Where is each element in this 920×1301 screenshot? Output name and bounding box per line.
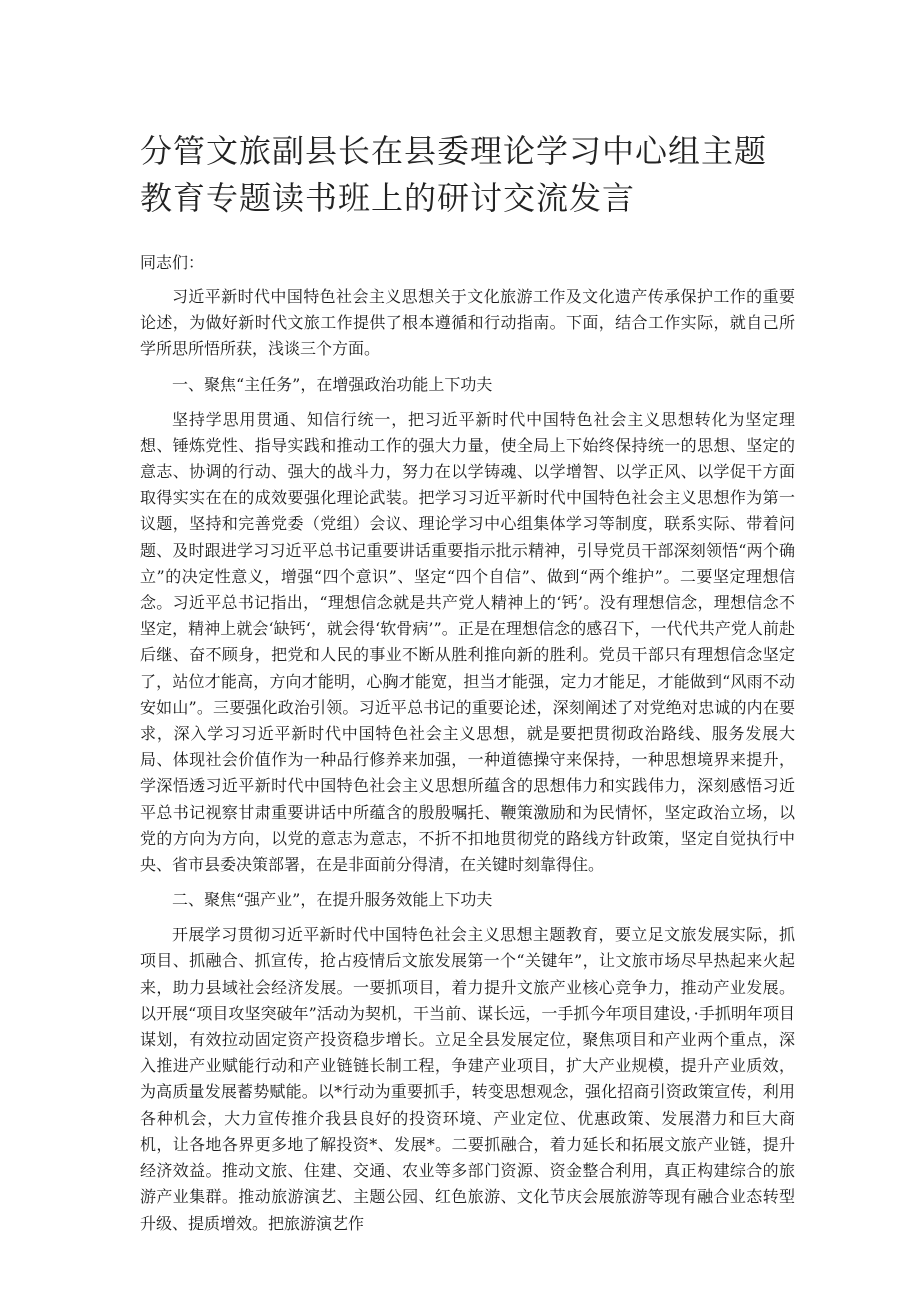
intro-paragraph: 习近平新时代中国特色社会主义思想关于文化旅游工作及文化遗产传承保护工作的重要论述，为做好新时代文旅工作提供了根本遵循和行动指南。下面，结合工作实际，就自己所学所思所悟所获，浅谈三个方面。 <box>140 287 795 359</box>
section-1-paragraph: 坚持学思用贯通、知信行统一，把习近平新时代中国特色社会主义思想转化为坚定理想、锤炼党性、指导实践和推动工作的强大力量，使全局上下始终保持统一的思想、坚定的意志、协调的行动、强大的战斗力，努力在以学铸魂、以学增智、以学正风、以学促干方面取得实实在在的成效要强化理论武装。把学习习近平新时代中国特色社会主义思想作为第一议题，坚持和完善党委（党组）会议、理论学习中心组集体学习等制度，联系实际、带着问题、及时跟进学习习近平总书记重要讲话重要指示批示精神，引导党员干部深刻领悟“两个确立”的决定性意义，增强“四个意识”、坚定“四个自信”、做到“两个维护”。二要坚定理想信念。习近平总书记指出，“理想信念就是共产党人精神上的‘钙’。没有理想信念，理想信念不坚定，精神上就会‘缺钙‘，就会得‘软骨病’”。正是在理想信念的感召下，一代代共产党人前赴后继、奋不顾身，把党和人民的事业不断从胜利推向新的胜利。党员干部只有理想信念坚定了，站位才能高，方向才能明，心胸才能宽，担当才能强，定力才能足，才能做到“风雨不动安如山”。三要强化政治引领。习近平总书记的重要论述，深刻阐述了对党绝对忠诚的内在要求，深入学习习近平新时代中国特色社会主义思想，就是要把贯彻政治路线、服务发展大局、体现社会价值作为一种品行修养来加强，一种道德操守来保持，一种思想境界来提升，学深悟透习近平新时代中国特色社会主义思想所蕴含的思想伟力和实践伟力，深刻感悟习近平总书记视察甘肃重要讲话中所蕴含的殷殷嘱托、鞭策激励和为民情怀，坚定政治立场，以党的方向为方向，以党的意志为意志，不折不扣地贯彻党的路线方针政策，坚定自觉执行中央、省市县委决策部署，在是非面前分得清，在关键时刻靠得住。 <box>140 409 795 875</box>
document-page <box>140 128 795 1246</box>
section-1-heading: 一、聚焦“主任务”，在增强政治功能上下功夫 <box>172 374 493 394</box>
document-title: 分管文旅副县长在县委理论学习中心组主题教育专题读书班上的研讨交流发言 <box>140 132 768 217</box>
greeting: 同志们： <box>140 253 205 272</box>
section-2-heading: 二、聚焦“强产业”，在提升服务效能上下功夫 <box>172 890 493 910</box>
section-2-paragraph: 开展学习贯彻习近平新时代中国特色社会主义思想主题教育，要立足文旅发展实际，抓项目、抓融合、抓宣传，抢占疫情后文旅发展第一个“关键年”，让文旅市场尽早热起来火起来，助力县域社会经济发展。一要抓项目，着力提升文旅产业核心竞争力，推动产业发展。以开展“项目攻坚突破年”活动为契机，干当前、谋长远，一手抓今年项目建设，·手抓明年项目谋划，有效拉动固定资产投资稳步增长。立足全县发展定位，聚焦项目和产业两个重点，深入推进产业赋能行动和产业链链长制工程，争建产业项目，扩大产业规模，提升产业质效，为高质量发展蓄势赋能。以*行动为重要抓手，转变思想观念，强化招商引资政策宣传，利用各种机会，大力宣传推介我县良好的投资环境、产业定位、优惠政策、发展潜力和巨大商机，让各地各界更多地了解投资*、发展*。二要抓融合，着力延长和拓展文旅产业链，提升经济效益。推动文旅、住建、交通、农业等多部门资源、资金整合利用，真正构建综合的旅游产业集群。推动旅游演艺、主题公园、红色旅游、文化节庆会展旅游等现有融合业态转型升级、提质增效。把旅游演艺作 <box>140 925 795 1233</box>
